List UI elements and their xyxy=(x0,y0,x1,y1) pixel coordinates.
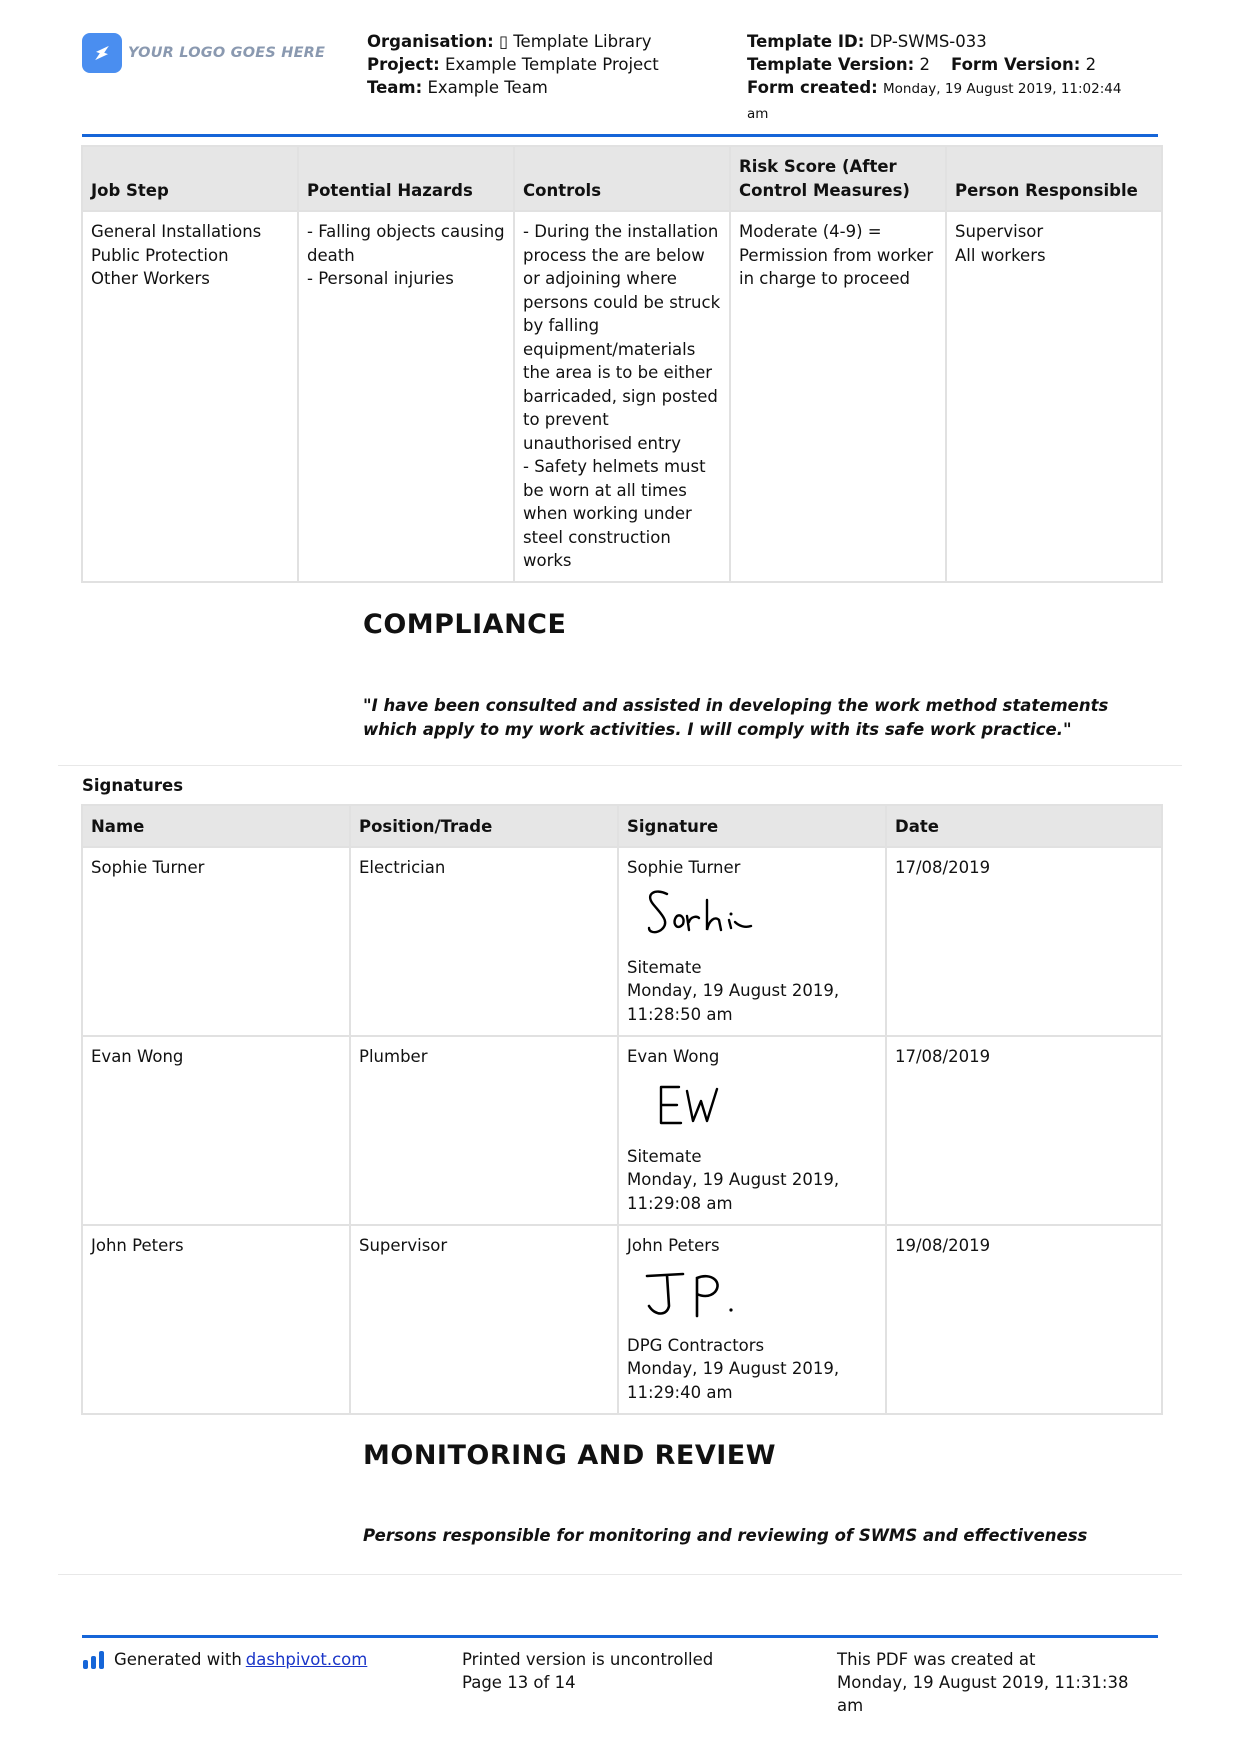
footer-divider xyxy=(82,1635,1158,1638)
template-version-value: 2 xyxy=(919,55,930,74)
signature-image xyxy=(627,1071,807,1141)
template-id-value: DP-SWMS-033 xyxy=(869,32,987,51)
signature-cell xyxy=(618,1225,886,1414)
signer-position: Electrician xyxy=(350,847,618,1036)
form-created-label: Form created: xyxy=(747,78,878,97)
page-header xyxy=(82,30,1162,128)
signatures-heading: Signatures xyxy=(82,776,184,795)
page-number: Page 13 of 14 xyxy=(462,1673,576,1692)
section-divider xyxy=(58,765,1182,766)
company-logo xyxy=(82,33,325,73)
header-divider xyxy=(82,134,1158,137)
signature-date: Monday, 19 August 2019, xyxy=(627,1170,840,1189)
signature-time: 11:29:40 am xyxy=(627,1382,733,1402)
signature-date: Monday, 19 August 2019, xyxy=(627,981,840,1000)
signature-name: John Peters xyxy=(627,1236,720,1255)
project-label: Project: xyxy=(367,55,440,74)
controls-cell: - During the installation process the are below or adjoining where persons could be struck by falling equipment/materials the area is to be either barricaded, sign posted to prevent unauthorised entry - Safety helmets must be worn at all times when working under steel construction works xyxy=(514,211,730,582)
col-header-signature: Signature xyxy=(618,805,886,847)
signature-name: Evan Wong xyxy=(627,1047,720,1066)
project-value: Example Template Project xyxy=(444,55,659,74)
risk-score-cell: Moderate (4-9) = Permission from worker in charge to proceed xyxy=(730,211,946,582)
signature-image xyxy=(627,882,807,952)
col-header-position: Position/Trade xyxy=(350,805,618,847)
compliance-title: COMPLIANCE xyxy=(363,609,567,640)
col-header-person-responsible: Person Responsible xyxy=(946,146,1162,211)
printed-notice: Printed version is uncontrolled xyxy=(462,1650,714,1669)
template-id-label: Template ID: xyxy=(747,32,865,51)
form-version-label: Form Version: xyxy=(950,55,1081,74)
dashpivot-bars-icon xyxy=(82,1650,108,1670)
team-value: Example Team xyxy=(427,78,548,97)
table-row xyxy=(82,847,1162,1036)
signer-name: Evan Wong xyxy=(82,1036,350,1225)
compliance-quote: "I have been consulted and assisted in developing the work method statements which apply to my work activities. I will comply with its safe work practice." xyxy=(363,696,1109,739)
job-table-header-row xyxy=(82,146,1162,211)
logo-icon xyxy=(82,33,122,73)
form-created-value: Monday, 19 August 2019, 11:02:44 am xyxy=(747,81,1122,122)
sign-date: 17/08/2019 xyxy=(886,1036,1162,1225)
table-row xyxy=(82,211,1162,582)
sign-date: 19/08/2019 xyxy=(886,1225,1162,1414)
col-header-risk-score: Risk Score (After Control Measures) xyxy=(730,146,946,211)
col-header-controls: Controls xyxy=(514,146,730,211)
signature-cell xyxy=(618,1036,886,1225)
signatures-header-row xyxy=(82,805,1162,847)
footer-print-info xyxy=(462,1648,713,1694)
header-project-info xyxy=(367,30,659,99)
col-header-date: Date xyxy=(886,805,1162,847)
col-header-name: Name xyxy=(82,805,350,847)
organisation-label: Organisation: xyxy=(367,32,494,51)
sign-date: 17/08/2019 xyxy=(886,847,1162,1036)
signer-position: Supervisor xyxy=(350,1225,618,1414)
hazards-cell: - Falling objects causing death - Personal injuries xyxy=(298,211,514,582)
signature-cell xyxy=(618,847,886,1036)
pdf-created-label: This PDF was created at xyxy=(837,1650,1036,1669)
monitoring-text: Persons responsible for monitoring and reviewing of SWMS and effectiveness xyxy=(363,1526,1088,1545)
section-divider xyxy=(58,1574,1182,1575)
signature-date: Monday, 19 August 2019, xyxy=(627,1359,840,1378)
organisation-value: ▯ Template Library xyxy=(498,32,652,51)
signer-name: John Peters xyxy=(82,1225,350,1414)
signer-position: Plumber xyxy=(350,1036,618,1225)
signature-company: Sitemate xyxy=(627,957,702,977)
header-template-info xyxy=(747,30,1147,126)
col-header-job-step: Job Step xyxy=(82,146,298,211)
signature-time: 11:29:08 am xyxy=(627,1193,733,1213)
logo-text: YOUR LOGO GOES HERE xyxy=(128,45,326,61)
job-step-cell: General Installations Public Protection Other Workers xyxy=(82,211,298,582)
template-version-label: Template Version: xyxy=(747,55,915,74)
col-header-hazards: Potential Hazards xyxy=(298,146,514,211)
monitoring-title: MONITORING AND REVIEW xyxy=(363,1440,777,1471)
team-label: Team: xyxy=(367,78,423,97)
signatures-table xyxy=(81,804,1163,1415)
signature-company: Sitemate xyxy=(627,1146,702,1166)
pdf-created-value: Monday, 19 August 2019, 11:31:38 am xyxy=(837,1673,1129,1715)
signature-name: Sophie Turner xyxy=(627,858,741,877)
form-version-value: 2 xyxy=(1085,55,1097,74)
signature-company: DPG Contractors xyxy=(627,1335,765,1355)
dashpivot-link[interactable]: dashpivot.com xyxy=(245,1650,368,1669)
footer-pdf-created xyxy=(837,1648,1157,1717)
table-row xyxy=(82,1225,1162,1414)
generated-prefix: Generated with xyxy=(114,1650,242,1669)
job-steps-table xyxy=(81,145,1163,583)
footer-generated xyxy=(82,1648,367,1671)
signature-image xyxy=(627,1260,807,1330)
table-row xyxy=(82,1036,1162,1225)
signer-name: Sophie Turner xyxy=(82,847,350,1036)
person-responsible-cell: Supervisor All workers xyxy=(946,211,1162,582)
signature-time: 11:28:50 am xyxy=(627,1004,733,1024)
